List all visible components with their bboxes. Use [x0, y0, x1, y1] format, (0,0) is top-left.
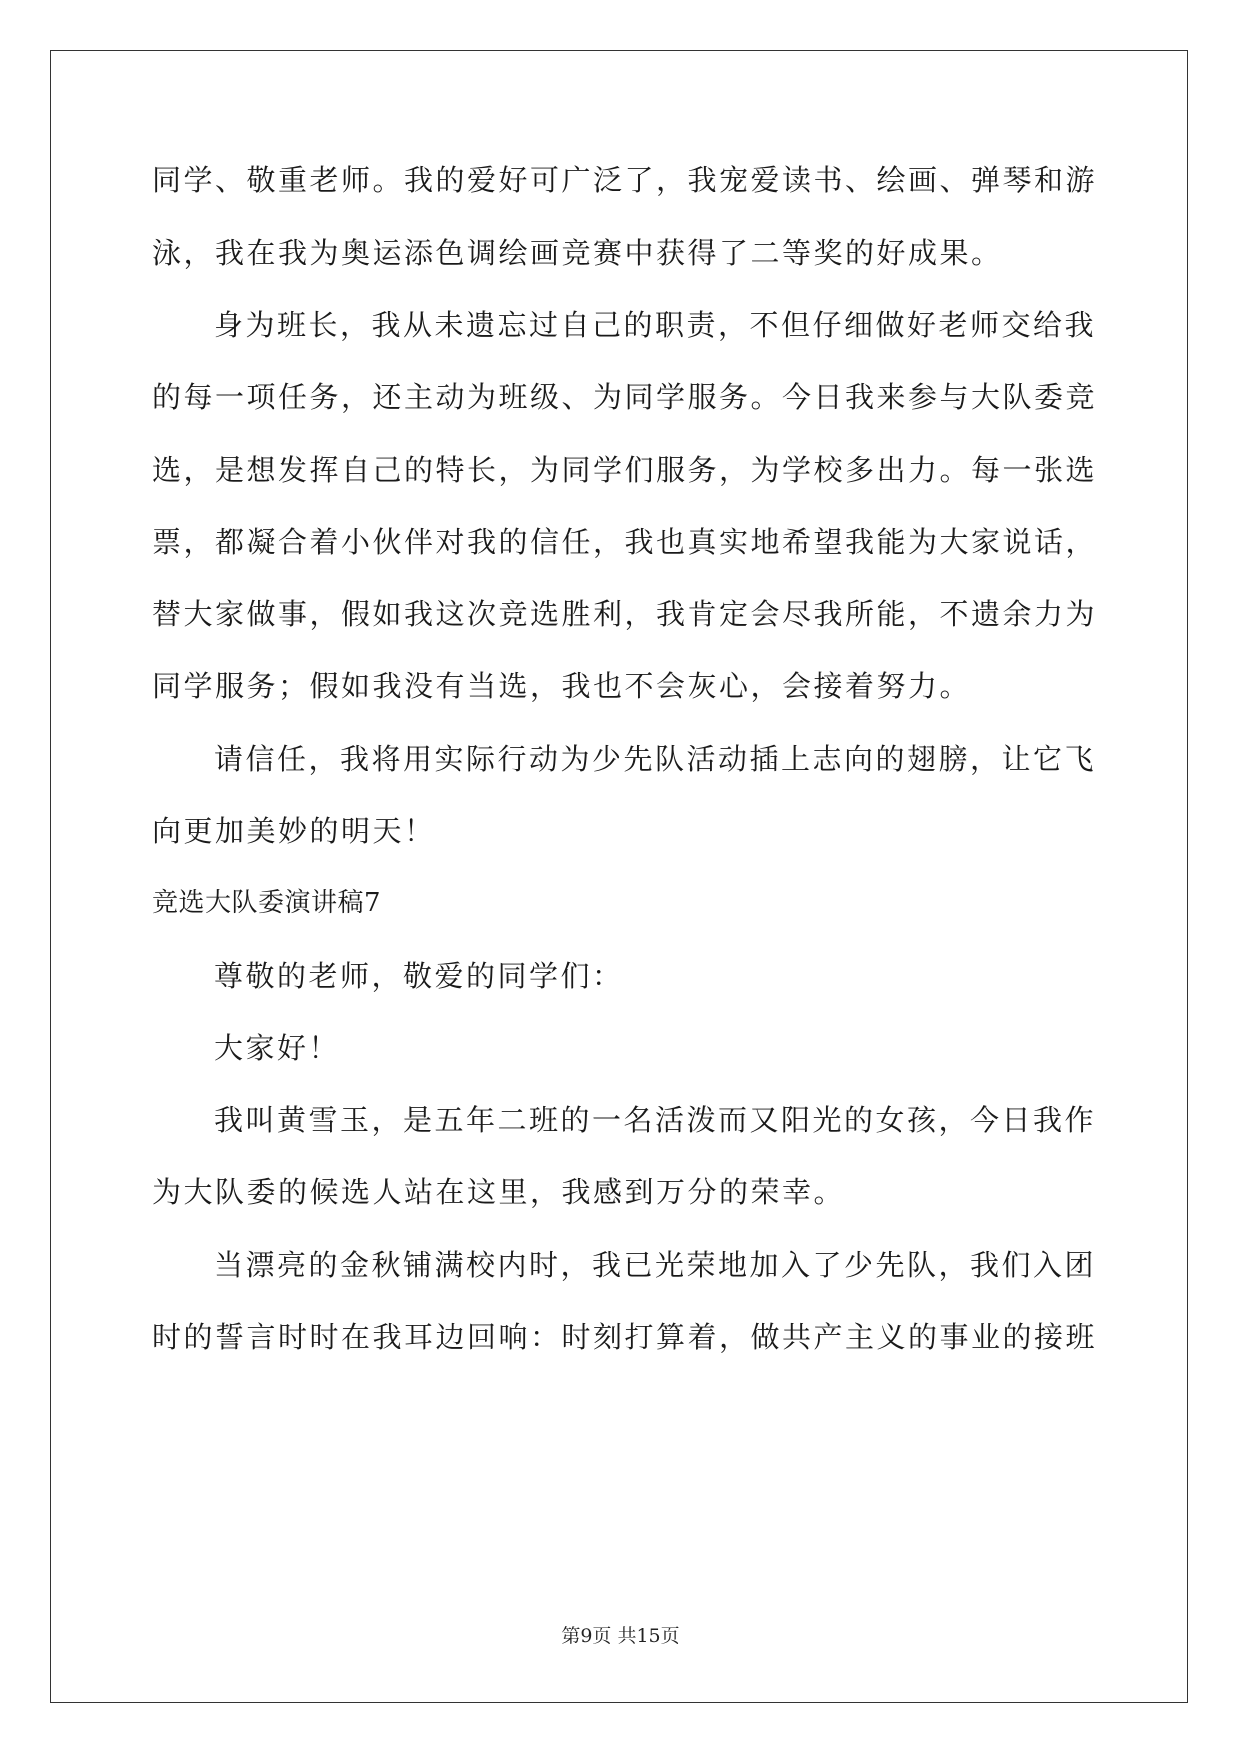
text-line: 票，都凝合着小伙伴对我的信任，我也真实地希望我能为大家说话，: [152, 525, 1098, 559]
section-heading: 竞选大队委演讲稿7: [152, 888, 382, 918]
text-line: 替大家做事，假如我这次竞选胜利，我肯定会尽我所能，不遗余力为: [152, 597, 1098, 631]
text-line: 时的誓言时时在我耳边回响：时刻打算着，做共产主义的事业的接班: [152, 1320, 1098, 1354]
text-line: 为大队委的候选人站在这里，我感到万分的荣幸。: [152, 1175, 846, 1209]
text-line: 同学服务；假如我没有当选，我也不会灰心，会接着努力。: [152, 669, 972, 703]
text-line: 的每一项任务，还主动为班级、为同学服务。今日我来参与大队委竞: [152, 380, 1098, 414]
paragraph-start: 我叫黄雪玉，是五年二班的一名活泼而又阳光的女孩，今日我作: [214, 1103, 1097, 1137]
text-line: 同学、敬重老师。我的爱好可广泛了，我宠爱读书、绘画、弹琴和游: [152, 163, 1098, 197]
paragraph-start: 请信任，我将用实际行动为少先队活动插上志向的翅膀，让它飞: [214, 742, 1097, 776]
salutation: 尊敬的老师，敬爱的同学们：: [214, 959, 624, 993]
page-border: [50, 50, 1188, 1703]
text-line: 向更加美妙的明天！: [152, 814, 436, 848]
paragraph-start: 身为班长，我从未遗忘过自己的职责，不但仔细做好老师交给我: [214, 308, 1097, 342]
text-line: 选，是想发挥自己的特长，为同学们服务，为学校多出力。每一张选: [152, 453, 1098, 487]
greeting: 大家好！: [214, 1031, 341, 1065]
page-number: 第9页 共15页: [561, 1625, 680, 1647]
text-line: 泳，我在我为奥运添色调绘画竞赛中获得了二等奖的好成果。: [152, 236, 1003, 270]
paragraph-start: 当漂亮的金秋铺满校内时，我已光荣地加入了少先队，我们入团: [214, 1248, 1097, 1282]
